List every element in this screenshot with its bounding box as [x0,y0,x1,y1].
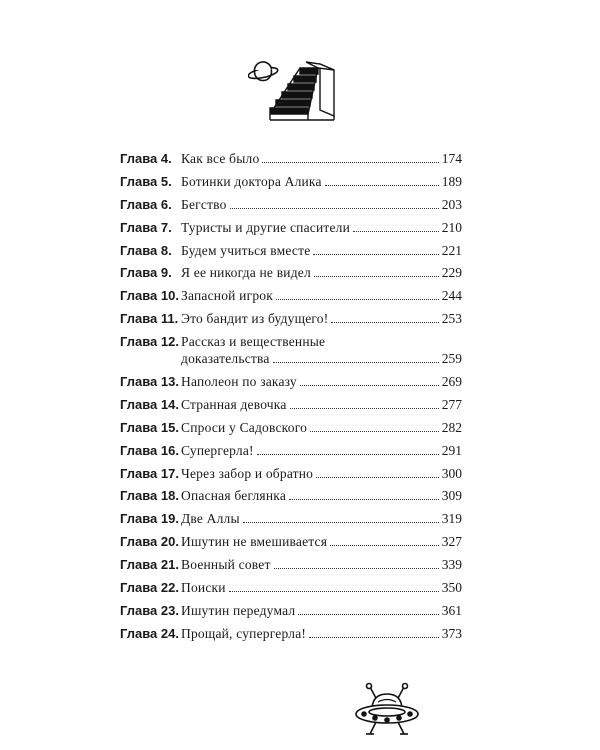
dot-leader [310,431,439,432]
chapter-title: Рассказ и вещественные [181,334,326,350]
page-number: 361 [441,602,462,618]
page-number: 339 [441,557,462,573]
chapter-title: Туристы и другие спасители [181,219,351,235]
chapter-prefix: Глава [120,196,158,212]
chapter-number: 22. [160,580,179,596]
page-number: 253 [441,311,462,327]
planet-staircase-icon [248,52,340,124]
chapter-prefix: Глава [120,242,158,258]
chapter-number: 18. [160,488,179,504]
dot-leader [300,385,439,386]
page-number: 229 [441,265,462,281]
dot-leader [289,499,439,500]
chapter-label [120,333,181,350]
chapter-number: 21. [160,557,179,573]
chapter-title: Будем учиться вместе [181,242,311,258]
chapter-number: 10. [160,288,179,304]
chapter-prefix: Глава [120,374,158,390]
chapter-label [120,487,181,504]
page-number: 244 [441,288,462,304]
toc-entry [120,242,462,259]
chapter-number: 19. [160,511,179,527]
chapter-number: 9. [160,265,172,281]
chapter-title: Ишутин передумал [181,602,296,618]
chapter-prefix: Глава [120,151,158,166]
chapter-number: 7. [160,219,172,235]
chapter-label [120,602,181,619]
toc-entry [120,579,462,596]
planet-icon [248,62,279,81]
chapter-prefix: Глава [120,419,158,435]
chapter-title-continued: доказательства [181,351,270,367]
chapter-number: 17. [160,465,179,481]
chapter-number: 15. [160,419,179,435]
chapter-prefix: Глава [120,580,158,596]
chapter-number: 14. [160,396,179,412]
dot-leader [313,254,438,255]
chapter-label [120,264,181,281]
page-number: 277 [441,396,462,412]
chapter-prefix: Глава [120,219,158,235]
chapter-prefix: Глава [120,334,158,350]
toc-entry [120,602,462,619]
page-number: 259 [441,351,462,367]
toc-entry [120,442,462,459]
chapter-prefix: Глава [120,396,158,412]
page-number: 300 [441,465,462,481]
dot-leader [314,276,439,277]
toc-entry [120,487,462,504]
chapter-title: Супергерла! [181,442,254,458]
page-number: 327 [441,534,462,550]
toc-entry [120,264,462,281]
chapter-number: 24. [160,625,179,641]
chapter-prefix: Глава [120,557,158,573]
dot-leader [276,299,439,300]
toc-entry [120,465,462,482]
chapter-prefix: Глава [120,288,158,304]
dot-leader [274,568,439,569]
chapter-prefix: Глава [120,602,158,618]
chapter-number: 4. [160,151,172,166]
toc-entry [120,510,462,527]
flying-saucer-icon [352,682,422,740]
chapter-title: Ишутин не вмешивается [181,534,328,550]
chapter-title: Странная девочка [181,396,287,412]
chapter-number: 5. [160,173,172,189]
chapter-title: Прощай, супергерла! [181,625,307,641]
toc-entry [120,150,462,167]
chapter-title: Это бандит из будущего! [181,311,329,327]
chapter-label [120,287,181,304]
chapter-label [120,533,181,550]
dot-leader [230,208,439,209]
dot-leader [330,545,439,546]
chapter-label [120,150,181,167]
dot-leader [316,477,439,478]
page-number: 291 [441,442,462,458]
dot-leader [243,522,439,523]
dot-leader [331,322,438,323]
chapter-prefix: Глава [120,442,158,458]
toc-entry [120,396,462,413]
dot-leader [309,637,439,638]
chapter-title: Военный совет [181,557,271,573]
chapter-prefix: Глава [120,311,158,327]
chapter-prefix: Глава [120,465,158,481]
chapter-prefix: Глава [120,625,158,641]
dot-leader [298,614,438,615]
dot-leader [262,162,438,163]
chapter-title: Как все было [181,151,260,166]
chapter-prefix: Глава [120,534,158,550]
chapter-title: Две Аллы [181,511,240,527]
toc-entry [120,533,462,550]
page-number: 373 [441,625,462,641]
chapter-label [120,556,181,573]
chapter-title: Запасной игрок [181,288,273,304]
chapter-label [120,465,181,482]
chapter-label [120,419,181,436]
page-number: 309 [441,488,462,504]
page-number: 210 [441,219,462,235]
table-of-contents [120,150,462,648]
chapter-prefix: Глава [120,511,158,527]
chapter-label [120,625,181,642]
chapter-prefix: Глава [120,173,158,189]
chapter-number: 11. [160,311,179,327]
dot-leader [257,454,439,455]
chapter-number: 8. [160,242,172,258]
chapter-number: 23. [160,602,179,618]
chapter-title: Через забор и обратно [181,465,314,481]
toc-entry [120,373,462,390]
chapter-label [120,579,181,596]
chapter-label [120,510,181,527]
toc-entry [120,333,462,367]
chapter-number: 16. [160,442,179,458]
toc-entry [120,419,462,436]
page-number: 221 [441,242,462,258]
dot-leader [290,408,439,409]
page-number: 174 [441,151,462,166]
chapter-number: 20. [160,534,179,550]
dot-leader [353,231,439,232]
dot-leader [273,362,439,363]
chapter-label [120,373,181,390]
chapter-title: Бегство [181,196,227,212]
chapter-title: Ботинки доктора Алика [181,173,322,189]
chapter-label [120,196,181,213]
chapter-prefix: Глава [120,488,158,504]
chapter-title: Спроси у Садовского [181,419,308,435]
chapter-label [120,396,181,413]
chapter-prefix: Глава [120,265,158,281]
chapter-title: Я ее никогда не видел [181,265,311,281]
dot-leader [229,591,439,592]
chapter-label [120,310,181,327]
chapter-number: 6. [160,196,172,212]
chapter-number: 13. [160,374,179,390]
toc-entry [120,625,462,642]
toc-entry [120,310,462,327]
toc-entry [120,196,462,213]
page-number: 189 [441,173,462,189]
chapter-label [120,242,181,259]
chapter-title: Опасная беглянка [181,488,287,504]
chapter-number: 12. [160,334,179,350]
page-number: 269 [441,374,462,390]
page-number: 282 [441,419,462,435]
staircase-icon [270,62,334,120]
page-number: 350 [441,580,462,596]
dot-leader [325,185,439,186]
toc-entry [120,219,462,236]
page-number: 203 [441,196,462,212]
chapter-title: Наполеон по заказу [181,374,297,390]
chapter-label [120,219,181,236]
chapter-label [120,173,181,190]
page-number: 319 [441,511,462,527]
toc-entry [120,287,462,304]
toc-entry [120,173,462,190]
chapter-label [120,442,181,459]
toc-entry [120,556,462,573]
chapter-title: Поиски [181,580,226,596]
